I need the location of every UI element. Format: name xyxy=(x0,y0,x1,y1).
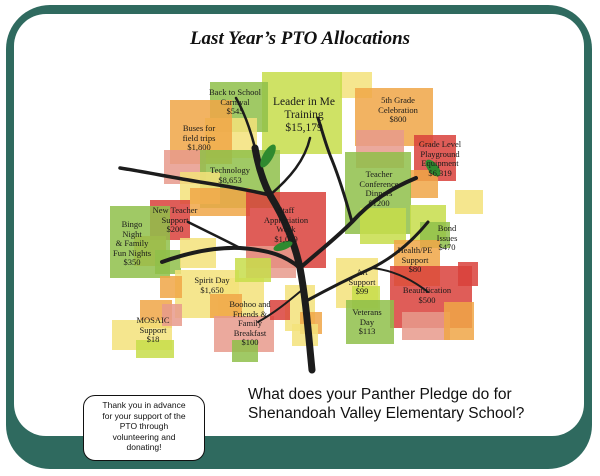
allocation-label: Staff Appreciation Week $1,039 xyxy=(263,205,309,244)
allocation-label: Bingo Night & Family Fun Nights $350 xyxy=(112,219,152,267)
page-title: Last Year’s PTO Allocations xyxy=(189,28,411,49)
allocation-label: Art Support $99 xyxy=(348,267,376,296)
allocation-label: Back to School Carnival $545 xyxy=(209,87,261,116)
allocation-label: Health/PE Support $80 xyxy=(397,245,433,274)
allocation-label: Beautification $500 xyxy=(402,285,452,305)
allocation-label: Bond Issues $470 xyxy=(436,223,458,252)
allocation-label: 5th Grade Celebration $800 xyxy=(378,95,418,124)
allocation-label: Leader in Me Training $15,179 xyxy=(273,96,335,134)
allocation-label: MOSAIC Support $18 xyxy=(136,315,170,344)
allocation-label: Veterans Day $113 xyxy=(352,307,382,336)
panther-pledge-question: What does your Panther Pledge do for Shenandoah Valley Elementary School? xyxy=(248,386,525,422)
allocation-label: Boohoo and Friends & Family Breakfast $100 xyxy=(229,299,271,347)
allocation-label: New Teacher Support $200 xyxy=(152,205,198,234)
allocation-label: Teacher Conference Dinners $1200 xyxy=(359,169,399,208)
thank-you-note: Thank you in advance for your support of the PTO through volunteering and donating! xyxy=(83,395,205,461)
allocation-label: Grade Level Playground Equipment $6,319 xyxy=(418,139,462,178)
allocation-label: Buses for field trips $1,800 xyxy=(182,123,216,152)
allocation-label: Technology $8,653 xyxy=(209,165,250,185)
allocation-label: Spirit Day $1,650 xyxy=(194,275,230,295)
